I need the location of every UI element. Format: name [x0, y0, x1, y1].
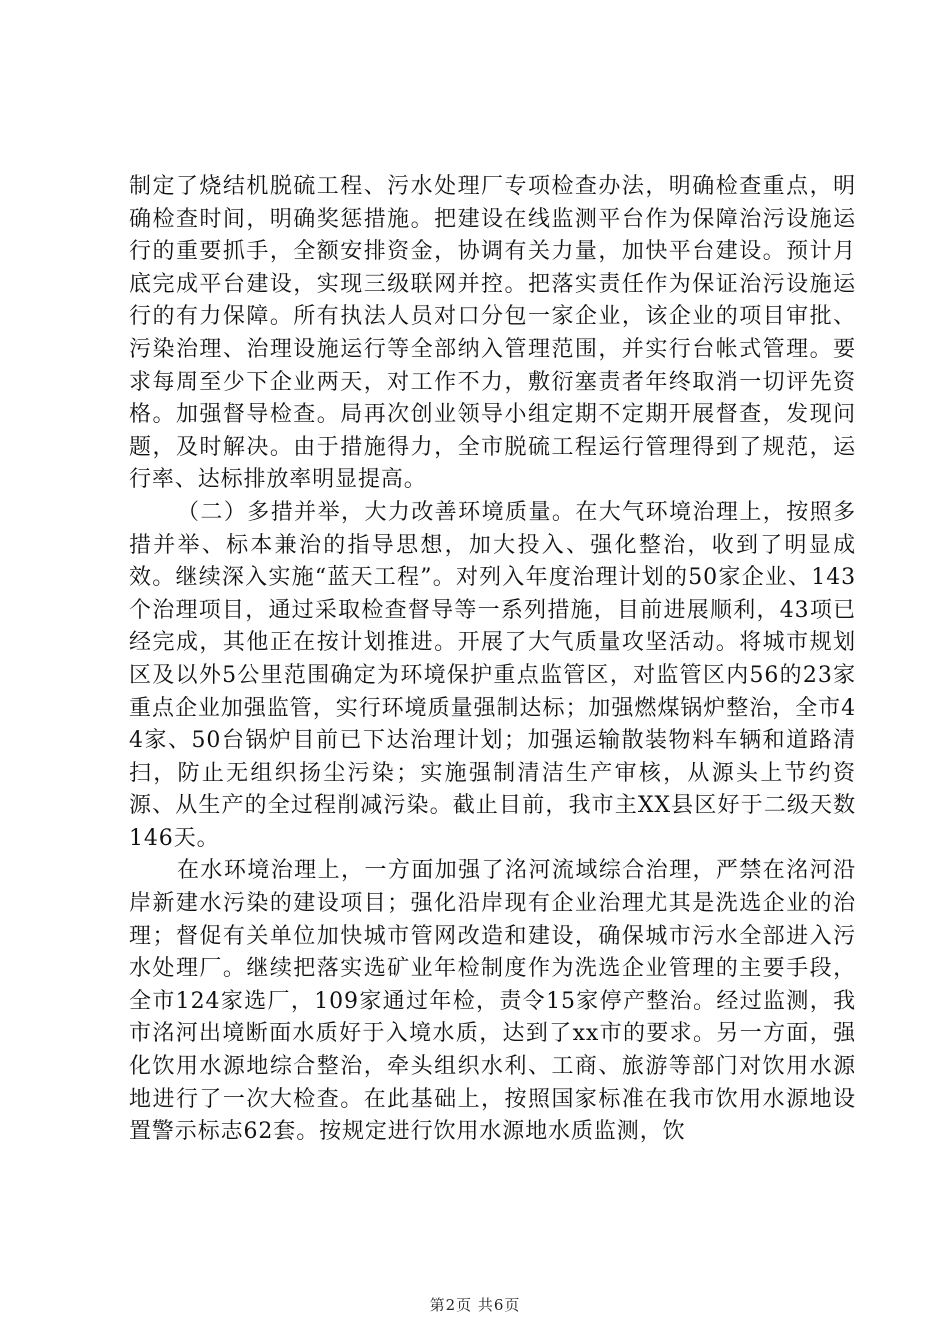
paragraph-2: （二）多措并举，大力改善环境质量。在大气环境治理上，按照多措并举、标本兼治的指导思想，加大投入、强化整治，收到了明显成效。继续深入实施“蓝天工程”。对列入年度治理计划的50家企业、143个治理项目，通过采取检查督导等一系列措施，目前进展顺利，43项已经完成，其他正在按计划推进。开展了大气质量攻坚活动。将城市规划区及以外5公里范围确定为环境保护重点监管区，对监管区内56的23家重点企业加强监管，实行环境质量强制达标；加强燃煤锅炉整治，全市44家、50台锅炉目前已下达治理计划；加强运输散装物料车辆和道路清扫，防止无组织扬尘污染；实施强制清洁生产审核，从源头上节约资源、从生产的全过程削减污染。截止目前，我市主XX县区好于二级天数146天。	[129, 499, 856, 851]
page-footer: 第2页 共6页	[429, 1296, 521, 1314]
paragraph-3: 在水环境治理上，一方面加强了洺河流域综合治理，严禁在洺河沿岸新建水污染的建设项目；强化沿岸现有企业治理尤其是洗选企业的治理；督促有关单位加快城市管网改造和建设，确保城市污水全部进入污水处理厂。继续把落实选矿业年检制度作为洗选企业管理的主要手段，全市124家选厂，109家通过年检，责令15家停产整治。经过监测，我市洺河出境断面水质好于入境水质，达到了xx市的要求。另一方面，强化饮用水源地综合整治，牵头组织水利、工商、旅游等部门对饮用水源地进行了一次大检查。在此基础上，按照国家标准在我市饮用水源地设置警示标志62套。按规定进行饮用水源地水质监测，饮	[129, 858, 856, 1145]
paragraph-1: 制定了烧结机脱硫工程、污水处理厂专项检查办法，明确检查重点，明确检查时间，明确奖惩措施。把建设在线监测平台作为保障治污设施运行的重要抓手，全额安排资金，协调有关力量，加快平台建设。预计月底完成平台建设，实现三级联网并控。把落实责任作为保证治污设施运行的有力保障。所有执法人员对口分包一家企业，该企业的项目审批、污染治理、治理设施运行等全部纳入管理范围，并实行台帐式管理。要求每周至少下企业两天，对工作不力，敷衍塞责者年终取消一切评先资格。加强督导检查。局再次创业领导小组定期不定期开展督查，发现问题，及时解决。由于措施得力，全市脱硫工程运行管理得到了规范，运行率、达标排放率明显提高。	[129, 174, 856, 493]
document-body	[129, 171, 856, 1149]
